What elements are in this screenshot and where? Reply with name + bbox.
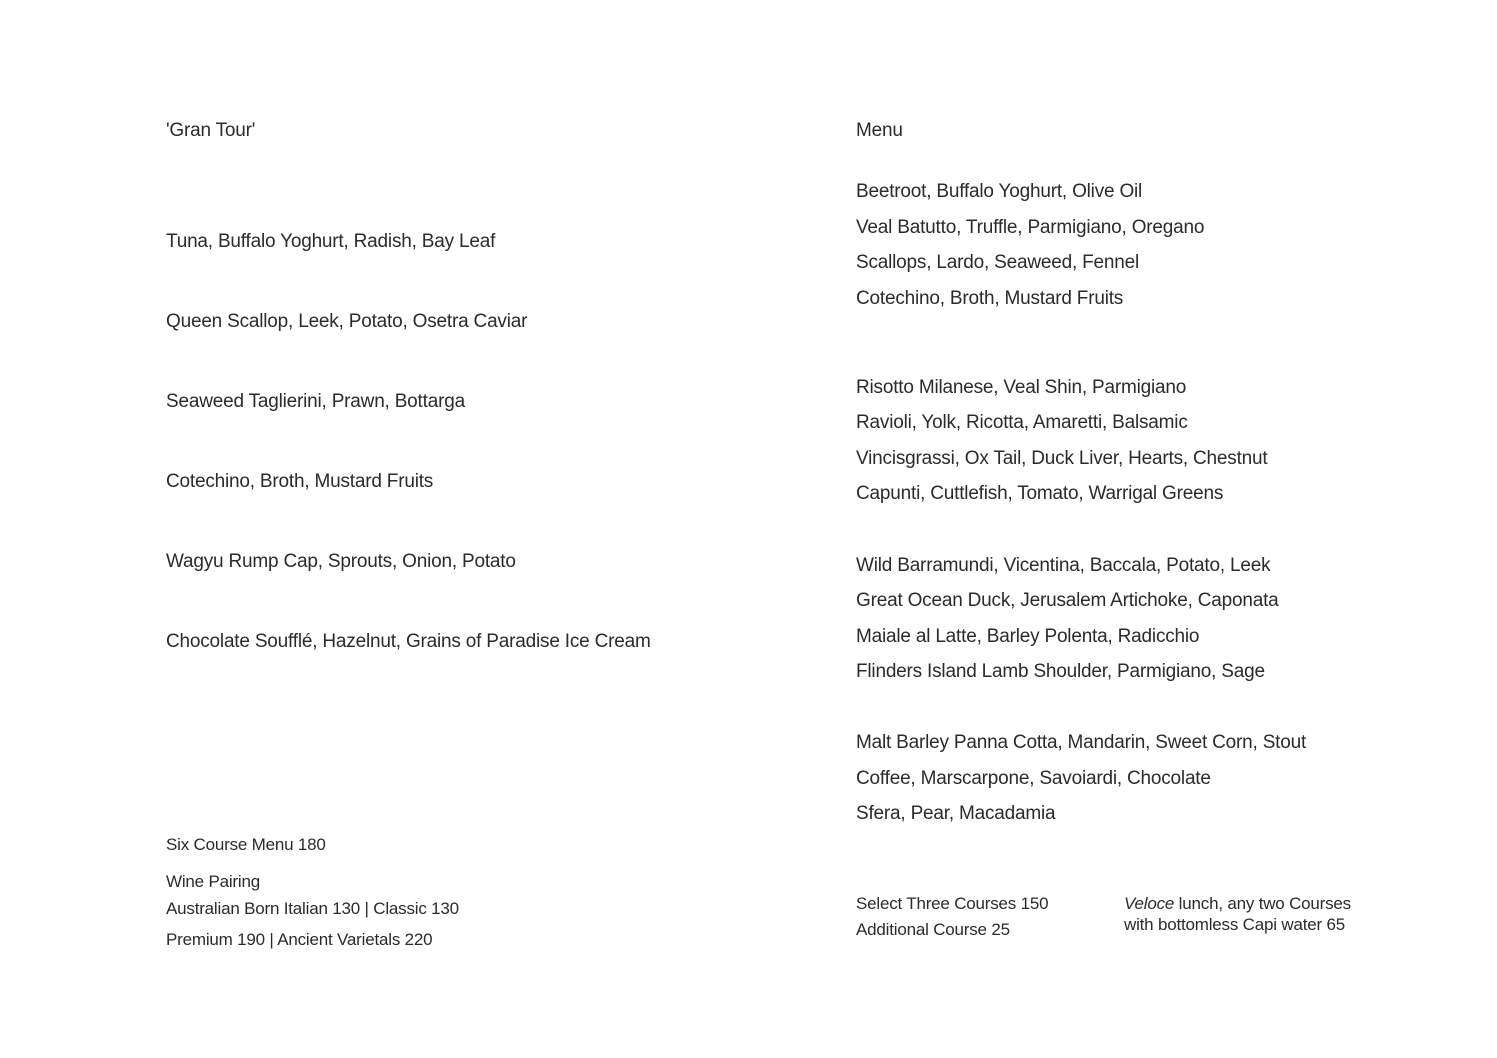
wine-pairing-prices: Premium 190 | Ancient Varietals 220: [166, 930, 433, 949]
veloce-lunch-note: [1124, 893, 1424, 935]
menu-item: Capunti, Cuttlefish, Tomato, Warrigal Greens: [856, 483, 1224, 504]
menu-item: Scallops, Lardo, Seaweed, Fennel: [856, 252, 1140, 273]
select-three-price: Select Three Courses 150: [856, 894, 1049, 913]
veloce-line-1: [1124, 893, 1424, 914]
gran-tour-course: Wagyu Rump Cap, Sprouts, Onion, Potato: [166, 551, 516, 572]
additional-course-price: Additional Course 25: [856, 920, 1010, 939]
veloce-line-2: with bottomless Capi water 65: [1124, 915, 1345, 934]
menu-item: Vincisgrassi, Ox Tail, Duck Liver, Hearts, Chestnut: [856, 448, 1268, 469]
menu-item: Veal Batutto, Truffle, Parmigiano, Oregano: [856, 217, 1205, 238]
menu-item: Ravioli, Yolk, Ricotta, Amaretti, Balsamic: [856, 412, 1188, 433]
menu-item: Malt Barley Panna Cotta, Mandarin, Sweet Corn, Stout: [856, 732, 1307, 753]
menu-item: Beetroot, Buffalo Yoghurt, Olive Oil: [856, 181, 1143, 202]
gran-tour-course: Queen Scallop, Leek, Potato, Osetra Caviar: [166, 311, 528, 332]
veloce-rest: lunch, any two Courses: [1174, 894, 1351, 913]
wine-pairing-label: Wine Pairing: [166, 872, 260, 891]
gran-tour-course: Chocolate Soufflé, Hazelnut, Grains of Paradise Ice Cream: [166, 631, 651, 652]
menu-item: Flinders Island Lamb Shoulder, Parmigiano, Sage: [856, 661, 1265, 682]
gran-tour-course: Tuna, Buffalo Yoghurt, Radish, Bay Leaf: [166, 231, 496, 252]
menu-title: Menu: [856, 120, 903, 141]
menu-item: Great Ocean Duck, Jerusalem Artichoke, Caponata: [856, 590, 1279, 611]
menu-item: Cotechino, Broth, Mustard Fruits: [856, 288, 1124, 309]
veloce-word: Veloce: [1124, 894, 1175, 913]
gran-tour-course: Cotechino, Broth, Mustard Fruits: [166, 471, 434, 492]
menu-item: Coffee, Marscarpone, Savoiardi, Chocolate: [856, 768, 1211, 789]
gran-tour-course: Seaweed Taglierini, Prawn, Bottarga: [166, 391, 465, 412]
menu-item: Sfera, Pear, Macadamia: [856, 803, 1056, 824]
six-course-price: Six Course Menu 180: [166, 835, 326, 854]
menu-item: Maiale al Latte, Barley Polenta, Radicchio: [856, 626, 1200, 647]
menu-item: Risotto Milanese, Veal Shin, Parmigiano: [856, 377, 1187, 398]
gran-tour-title: 'Gran Tour': [166, 120, 256, 141]
menu-item: Wild Barramundi, Vicentina, Baccala, Potato, Leek: [856, 555, 1271, 576]
wine-pairing-prices: Australian Born Italian 130 | Classic 130: [166, 899, 459, 918]
